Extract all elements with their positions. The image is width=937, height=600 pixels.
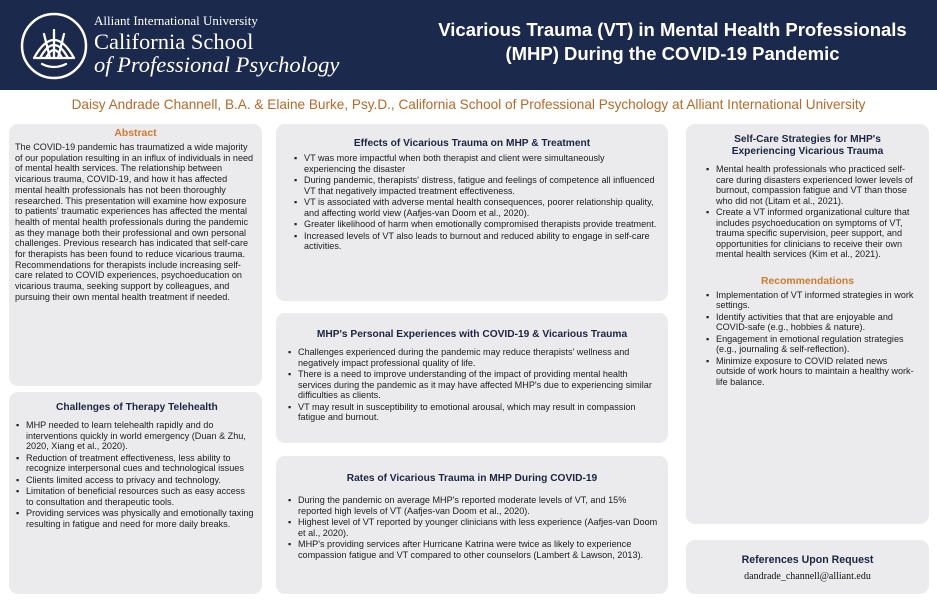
contact-email: dandrade_channell@alliant.edu [744,571,871,582]
poster-title [420,18,925,66]
school-name-line2: of Professional Psychology [94,52,340,77]
list-item: ▪ Create a VT informed organizational culture that includes psychoeducation on symptoms of VT, trauma specific supervision, peer support, and opportunities for clinicians to receive their own mental health services (Kim et al., 2021). [704,207,917,260]
list-item: ▪ There is a need to improve understanding of the impact of providing mental health services during the pandemic as it may have affected MHP's due to experiencing similar difficulties as clients. [286,369,658,401]
list-item: ▪ Implementation of VT informed strategies in work settings. [704,290,917,311]
poster-title-line2: (MHP) During the COVID-19 Pandemic [505,43,840,64]
recommendations-list [686,288,929,388]
effects-heading: Effects of Vicarious Trauma on MHP & Treatment [353,138,591,149]
list-item: ▪ VT may result in susceptibility to emotional arousal, which may result in compassion fatigue and burnout. [286,402,658,423]
effects-list [276,150,668,252]
list-item: ▪ Minimize exposure to COVID related news outside of work hours to maintain a healthy work-life balance. [704,356,917,388]
list-item: ▪ Reduction of treatment effectiveness, less ability to recognize interpersonal cues and technological issues [14,453,254,474]
selfcare-list [686,158,929,260]
author-line: Daisy Andrade Channell, B.A. & Elaine Burke, Psy.D., California School of Professional Psychology at Alliant International University [71,97,866,112]
references-panel [686,540,929,594]
recommendations-heading: Recommendations [761,275,854,287]
rates-panel [276,456,668,594]
telehealth-panel [9,392,262,594]
list-item: ▪ VT is associated with adverse mental health consequences, poorer relationship quality, and affecting world view (Aafjes-van Doom et al., 2020). [292,197,658,218]
school-name [94,30,339,76]
references-heading: References Upon Request [741,554,874,566]
poster-title-line1: Vicarious Trauma (VT) in Mental Health Professionals [438,19,907,40]
list-item: ▪ During pandemic, therapists' distress, fatigue and feelings of competence all influenced VT that negatively impacted treatment effectiveness. [292,175,658,196]
list-item: ▪ Engagement in emotional regulation strategies (e.g., journaling & self-reflection). [704,334,917,355]
list-item: ▪ VT was more impactful when both therapist and client were simultaneously experiencing the disaster [292,153,658,174]
list-item: ▪ Providing services was physically and emotionally taxing resulting in fatigue and need for more daily breaks. [14,508,254,529]
abstract-heading: Abstract [114,128,157,139]
list-item: ▪ Identify activities that that are enjoyable and COVID-safe (e.g., hobbies & nature). [704,312,917,333]
abstract-text: The COVID-19 pandemic has traumatized a wide majority of our population resulting in an influx of individuals in need of mental health services. The relationship between vicarious trauma, COVID-19, and how it has affected mental health professionals has not been thoroughly researched. This presentation will examine how exposure to patients' traumatic experiences has affected the mental health of mental health professionals during the pandemic as they manage both their professional and own personal challenges. Previous research has indicated that self-care for therapists has been found to reduce vicarious trauma. Recommendations for therapists include increasing self-care related to COVID experiences, psychoeducation on vicarious trauma, seeking support by colleagues, and pursuing their own mental health treatment if needed. [15,142,254,302]
list-item: ▪ Limitation of beneficial resources such as easy access to consultation and therapeutic tools. [14,486,254,507]
school-name-line1: California School [94,29,254,54]
list-item: ▪ During the pandemic on average MHP's reported moderate levels of VT, and 15% reported high levels of VT (Aafjes-van Doom et al., 2020). [286,495,658,516]
effects-panel [276,124,668,301]
list-item: ▪ Clients limited access to privacy and technology. [14,475,254,486]
personal-heading: MHP's Personal Experiences with COVID-19 & Vicarious Trauma [316,329,628,340]
list-item: ▪ Highest level of VT reported by younger clinicians with less experience (Aafjes-van Doom et al., 2020). [286,517,658,538]
list-item: ▪ Increased levels of VT also leads to burnout and reduced ability to engage in self-care activities. [292,231,658,252]
list-item: ▪ Greater likelihood of harm when emotionally compromised therapists provide treatment. [292,219,658,230]
telehealth-heading: Challenges of Therapy Telehealth [56,402,218,413]
rates-heading: Rates of Vicarious Trauma in MHP During COVID-19 [346,473,598,484]
list-item: ▪ MHP needed to learn telehealth rapidly and do interventions quickly in world emergency (Duan & Zhu, 2020, Xiang et al., 2020). [14,420,254,452]
selfcare-heading: Self-Care Strategies for MHP's Experiencing Vicarious Trauma [731,134,884,157]
personal-panel [276,313,668,443]
abstract-panel [9,124,262,386]
list-item: ▪ MHP's providing services after Hurricane Katrina were twice as likely to experience compassion fatigue and VT compared to other counselors (Lambert & Lawson, 2013). [286,539,658,560]
personal-list [276,341,668,423]
selfcare-panel [686,124,929,524]
alliant-shell-logo-icon [20,12,88,80]
list-item: ▪ Challenges experienced during the pandemic may reduce therapists' wellness and negatively impact professional quality of life. [286,347,658,368]
header-banner [0,0,937,90]
rates-list [276,485,668,560]
telehealth-list [9,414,262,529]
university-name: Alliant International University [94,13,258,28]
list-item: ▪ Mental health professionals who practiced self-care during disasters experienced lower levels of burnout, compassion fatigue and VT than those who did not (Litam et al., 2021). [704,164,917,206]
